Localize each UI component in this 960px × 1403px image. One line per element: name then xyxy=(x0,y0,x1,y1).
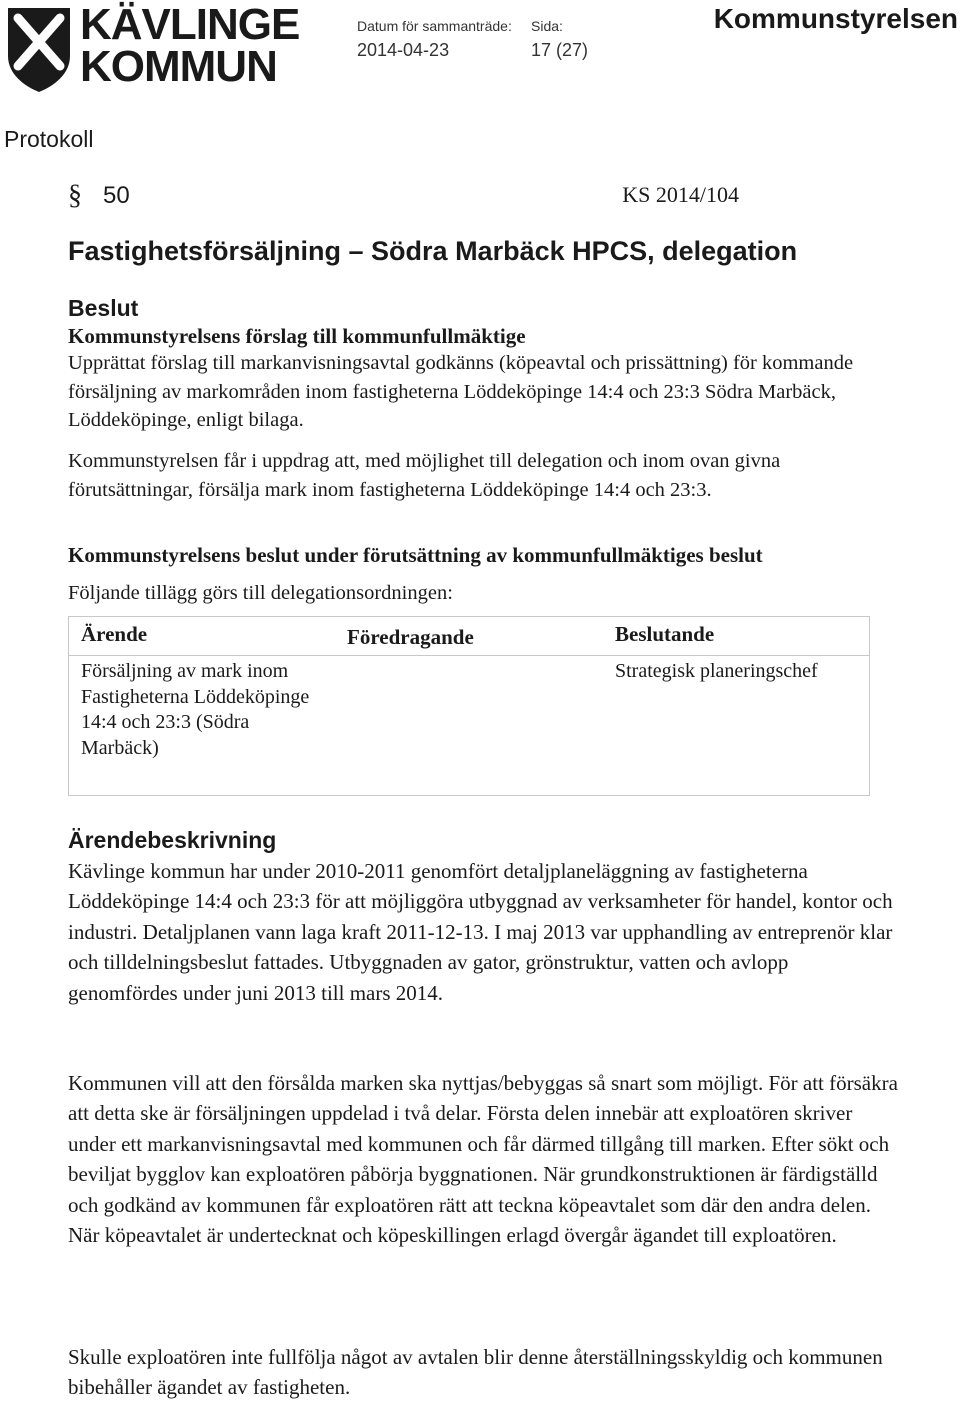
municipality-logo xyxy=(4,0,300,94)
page-number: 17 (27) xyxy=(531,40,589,60)
case-number: KS 2014/104 xyxy=(622,182,739,207)
assignment-text: Kommunstyrelsen får i uppdrag att, med möjlighet till delegation och inom ovan givna förutsättningar, försälja mark inom fastigheterna Löddeköpinge 14:4 och 23:3. xyxy=(68,450,781,501)
logo-wordmark: KÄVLINGE KOMMUN xyxy=(80,0,300,91)
table-header-arende: Ärende xyxy=(81,622,148,646)
meeting-date: 2014-04-23 xyxy=(357,40,450,60)
paragraph-sign: § xyxy=(68,180,82,211)
description-heading: Ärendebeskrivning xyxy=(68,827,277,853)
page-title: Fastighetsförsäljning – Södra Marbäck HPCS, delegation xyxy=(68,236,798,266)
delegation-table xyxy=(68,616,870,796)
decision-heading: Beslut xyxy=(68,295,139,321)
organization-name: Kommunstyrelsen xyxy=(713,3,958,34)
table-cell-arende: Försäljning av mark inom Fastigheterna Löddeköpinge 14:4 och 23:3 (Södra Marbäck) xyxy=(81,660,310,759)
document-type: Protokoll xyxy=(4,126,94,152)
coat-of-arms-icon xyxy=(4,4,74,94)
meeting-date-label: Datum för sammanträde: xyxy=(357,18,512,34)
proposal-text: Upprättat förslag till markanvisningsavtal godkänns (köpeavtal och prissättning) för kommande försäljning av markområden inom fastigheterna Löddeköpinge 14:4 och 23:3 Södra Marbäck, Löddeköpinge, enligt bilaga. xyxy=(68,352,854,431)
table-cell-beslutande: Strategisk planeringschef xyxy=(615,660,818,682)
page-label: Sida: xyxy=(531,18,563,34)
paragraph-number: 50 xyxy=(103,182,130,209)
description-paragraph-1: Kävlinge kommun har under 2010-2011 genomfört detaljplaneläggning av fastigheterna Löddeköpinge 14:4 och 23:3 för att möjliggöra utbyggnad av verksamheter för handel, kontor och industri. Detaljplanen vann laga kraft 2011-12-13. I maj 2013 var upphandling av entreprenör klar och tilldelningsbeslut fattades. Utbyggnaden av gator, grönstruktur, vatten och avlopp genomfördes under juni 2013 till mars 2014. xyxy=(68,859,893,1005)
table-header-foredragande: Föredragande xyxy=(347,625,474,649)
description-paragraph-3: Skulle exploatören inte fullfölja något av avtalen blir denne återställningsskyldig och kommunen bibehåller ägandet av fastigheten. xyxy=(68,1345,883,1400)
condition-subheading: Kommunstyrelsens beslut under förutsättning av kommunfullmäktiges beslut xyxy=(68,543,763,567)
description-paragraph-2: Kommunen vill att den försålda marken ska nyttjas/bebyggas så snart som möjligt. För att försäkra att detta ske är försäljningen uppdelad i två delar. Första delen innebär att exploatören skriver under ett markanvisningsavtal med kommunen och får därmed tillgång till marken. Efter sökt och beviljat bygglov kan exploatören påbörja byggnationen. När grundkonstruktionen är färdigställd och godkänd av kommunen får exploatören rätt att teckna köpeavtalet som där den andra delen. När köpeavtalet är undertecknat och köpeskillingen erlagd övergår ägandet till exploatören. xyxy=(68,1071,898,1248)
table-header-divider xyxy=(69,655,869,656)
delegation-intro: Följande tillägg görs till delegationsordningen: xyxy=(68,582,453,604)
proposal-subheading: Kommunstyrelsens förslag till kommunfullmäktige xyxy=(68,324,526,348)
table-header-beslutande: Beslutande xyxy=(615,622,715,646)
